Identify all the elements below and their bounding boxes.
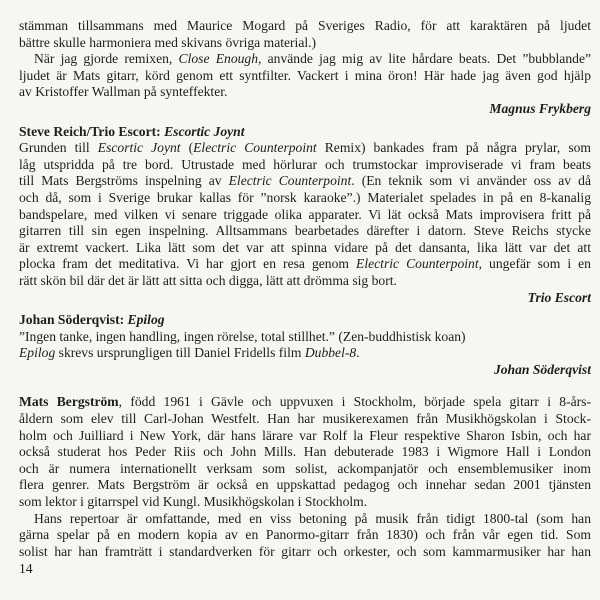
- paragraph-line: [19, 461, 591, 478]
- paragraph-line: [19, 444, 591, 461]
- paragraph-line: [19, 511, 591, 528]
- text-run: Johan Söderqvist:: [19, 312, 128, 328]
- text-run: Hans repertoar är omfattande, med en viss betoning på musik från tidigt 1800-tal (som han: [34, 510, 591, 526]
- text-run: Electric Counterpoint: [193, 140, 317, 156]
- signature: Johan Söderqvist: [493, 361, 591, 377]
- text-run: ljudet är Mats gitarr, körd genom ett syntfilter. Vackert i mina öron! Här hade jag även god hjälp: [19, 67, 591, 83]
- signature: Magnus Frykberg: [489, 100, 591, 116]
- paragraph: [19, 51, 591, 101]
- text-run: , använde jag mig av lite hårdare beats. Det ”bubblande”: [258, 51, 591, 67]
- paragraph-line: [19, 207, 591, 224]
- paragraph-line: [19, 256, 591, 273]
- text-run: låg utspridda på tre bord. Utrustade med hörlurar och trumstockar improviserade vi fram beats: [19, 156, 591, 172]
- paragraph-line: [19, 273, 591, 290]
- text-run: holm och Juilliard i New York, där hans lärare var Rolf la Fleur respektive Sharon Isbin, och har: [19, 427, 591, 443]
- paragraph: [19, 394, 591, 510]
- text-run: ”Ingen tanke, ingen handling, ingen rörelse, total stillhet.” (Zen-buddhistisk koan): [19, 328, 466, 344]
- paragraph-line: [19, 394, 591, 411]
- paragraph: [19, 18, 591, 51]
- page-number: 14: [19, 561, 33, 576]
- paragraph-line: [19, 411, 591, 428]
- paragraph-line: [19, 173, 591, 190]
- paragraph-line: [19, 18, 591, 35]
- paragraph-line: [19, 544, 591, 561]
- paragraph-line: [19, 494, 591, 511]
- text-run: , född 1961 i Gävle och uppvuxen i Stockholm, började spela gitarr i 8-års-: [118, 394, 591, 410]
- text-column: [19, 18, 591, 560]
- paragraph-line: [19, 527, 591, 544]
- text-run: av Kristoffer Wallman på synteffekter.: [19, 84, 228, 100]
- text-run: Electric Counterpoint: [356, 256, 479, 272]
- text-run: gärna spelar på en modern kopia av en Panormo-gitarr från 1830) och från vår egen tid. Som: [19, 527, 591, 543]
- text-run: och är numera internationellt verksam som solist, ackompanjatör och ensemblemusiker inom: [19, 460, 591, 476]
- section-heading: [19, 124, 591, 141]
- text-run: också studerat hos Peder Riis och John Mills. Han debuterade 1983 i Wigmore Hall i London: [19, 444, 591, 460]
- text-run: Electric Counterpoint: [228, 173, 352, 189]
- paragraph: [19, 511, 591, 561]
- text-run: .: [356, 345, 360, 361]
- paragraph: [19, 140, 591, 289]
- text-run: Dubbel-8: [304, 345, 357, 361]
- paragraph-line: [19, 223, 591, 240]
- text-run: , ungefär som i en: [478, 256, 591, 272]
- text-run: Remix) bankades fram på några prylar, som: [316, 140, 591, 156]
- paragraph-line: [19, 477, 591, 494]
- paragraph-line: [19, 51, 591, 68]
- text-run: solist har han framträtt i standardverken för gitarr och orkester, och som kammarmusiker har han: [19, 543, 591, 559]
- text-run: När jag gjorde remixen,: [34, 51, 179, 67]
- text-run: rätt skön bil där det är lätt att sitta och digga, lätt att drömma sig bort.: [19, 272, 397, 288]
- paragraph: [19, 329, 591, 362]
- paragraph-line: [19, 68, 591, 85]
- paragraph-line: [19, 329, 591, 346]
- text-run: plocka fram det meditativa. Vi har gjort en resa genom: [19, 256, 357, 272]
- paragraph-line: [19, 84, 591, 101]
- text-run: och då, som i Sverige brukar kallas för ”norsk karaoke”.) Materialet spelades in på en 8-kanalig: [19, 189, 591, 205]
- section-heading: [19, 312, 591, 329]
- text-run: till Mats Bergströms inspelning av: [19, 173, 229, 189]
- text-run: Escortic Joynt: [97, 140, 181, 156]
- text-run: . (En teknik som vi använder oss av då: [351, 173, 591, 189]
- text-run: Epilog: [19, 345, 56, 361]
- text-run: är extremt vackert. Lika lätt som det var att spinna vidare på det dansanta, lika lätt var det att: [19, 239, 591, 255]
- text-run: skrevs ursprungligen till Daniel Fridells film: [55, 345, 305, 361]
- text-run: bättre skulle harmoniera med skivans övriga material.): [19, 34, 317, 50]
- text-run: (: [180, 140, 194, 156]
- text-run: stämman tillsammans med Maurice Mogard på Sveriges Radio, för att karaktären på ljudet: [19, 18, 591, 33]
- text-run: Mats Bergström: [19, 394, 119, 410]
- paragraph-line: [19, 190, 591, 207]
- paragraph-line: [19, 240, 591, 257]
- text-run: som lektor i gitarrspel vid Kungl. Musikhögskolan i Stockholm.: [19, 494, 368, 510]
- text-run: Close Enough: [178, 51, 259, 67]
- paragraph-line: [19, 157, 591, 174]
- paragraph-line: [19, 35, 591, 52]
- text-run: Epilog: [127, 312, 165, 328]
- signature: Trio Escort: [527, 289, 591, 305]
- paragraph-line: [19, 345, 591, 362]
- text-run: flera genrer. Mats Bergström är också en uppskattad pedagog och innehar sedan 2001 tjänsten: [19, 477, 591, 493]
- text-run: åldern som elev till Carl-Johan Westfelt. Han har musikerexamen från Musikhögskolan i Stock-: [19, 411, 591, 427]
- text-run: bandspelare, med vilken vi senare triggade olika apparater. Vi lät också Mats improvisera fritt på: [19, 206, 591, 222]
- paragraph-line: [19, 428, 591, 445]
- paragraph-line: [19, 140, 591, 157]
- text-run: Steve Reich/Trio Escort:: [19, 123, 165, 139]
- text-run: Grunden till: [19, 140, 98, 156]
- text-run: gitarren till sin egen inspelning. Alltsammans bearbetades därefter i datorn. Steve Reichs stycke: [19, 223, 591, 239]
- text-run: Escortic Joynt: [164, 123, 245, 139]
